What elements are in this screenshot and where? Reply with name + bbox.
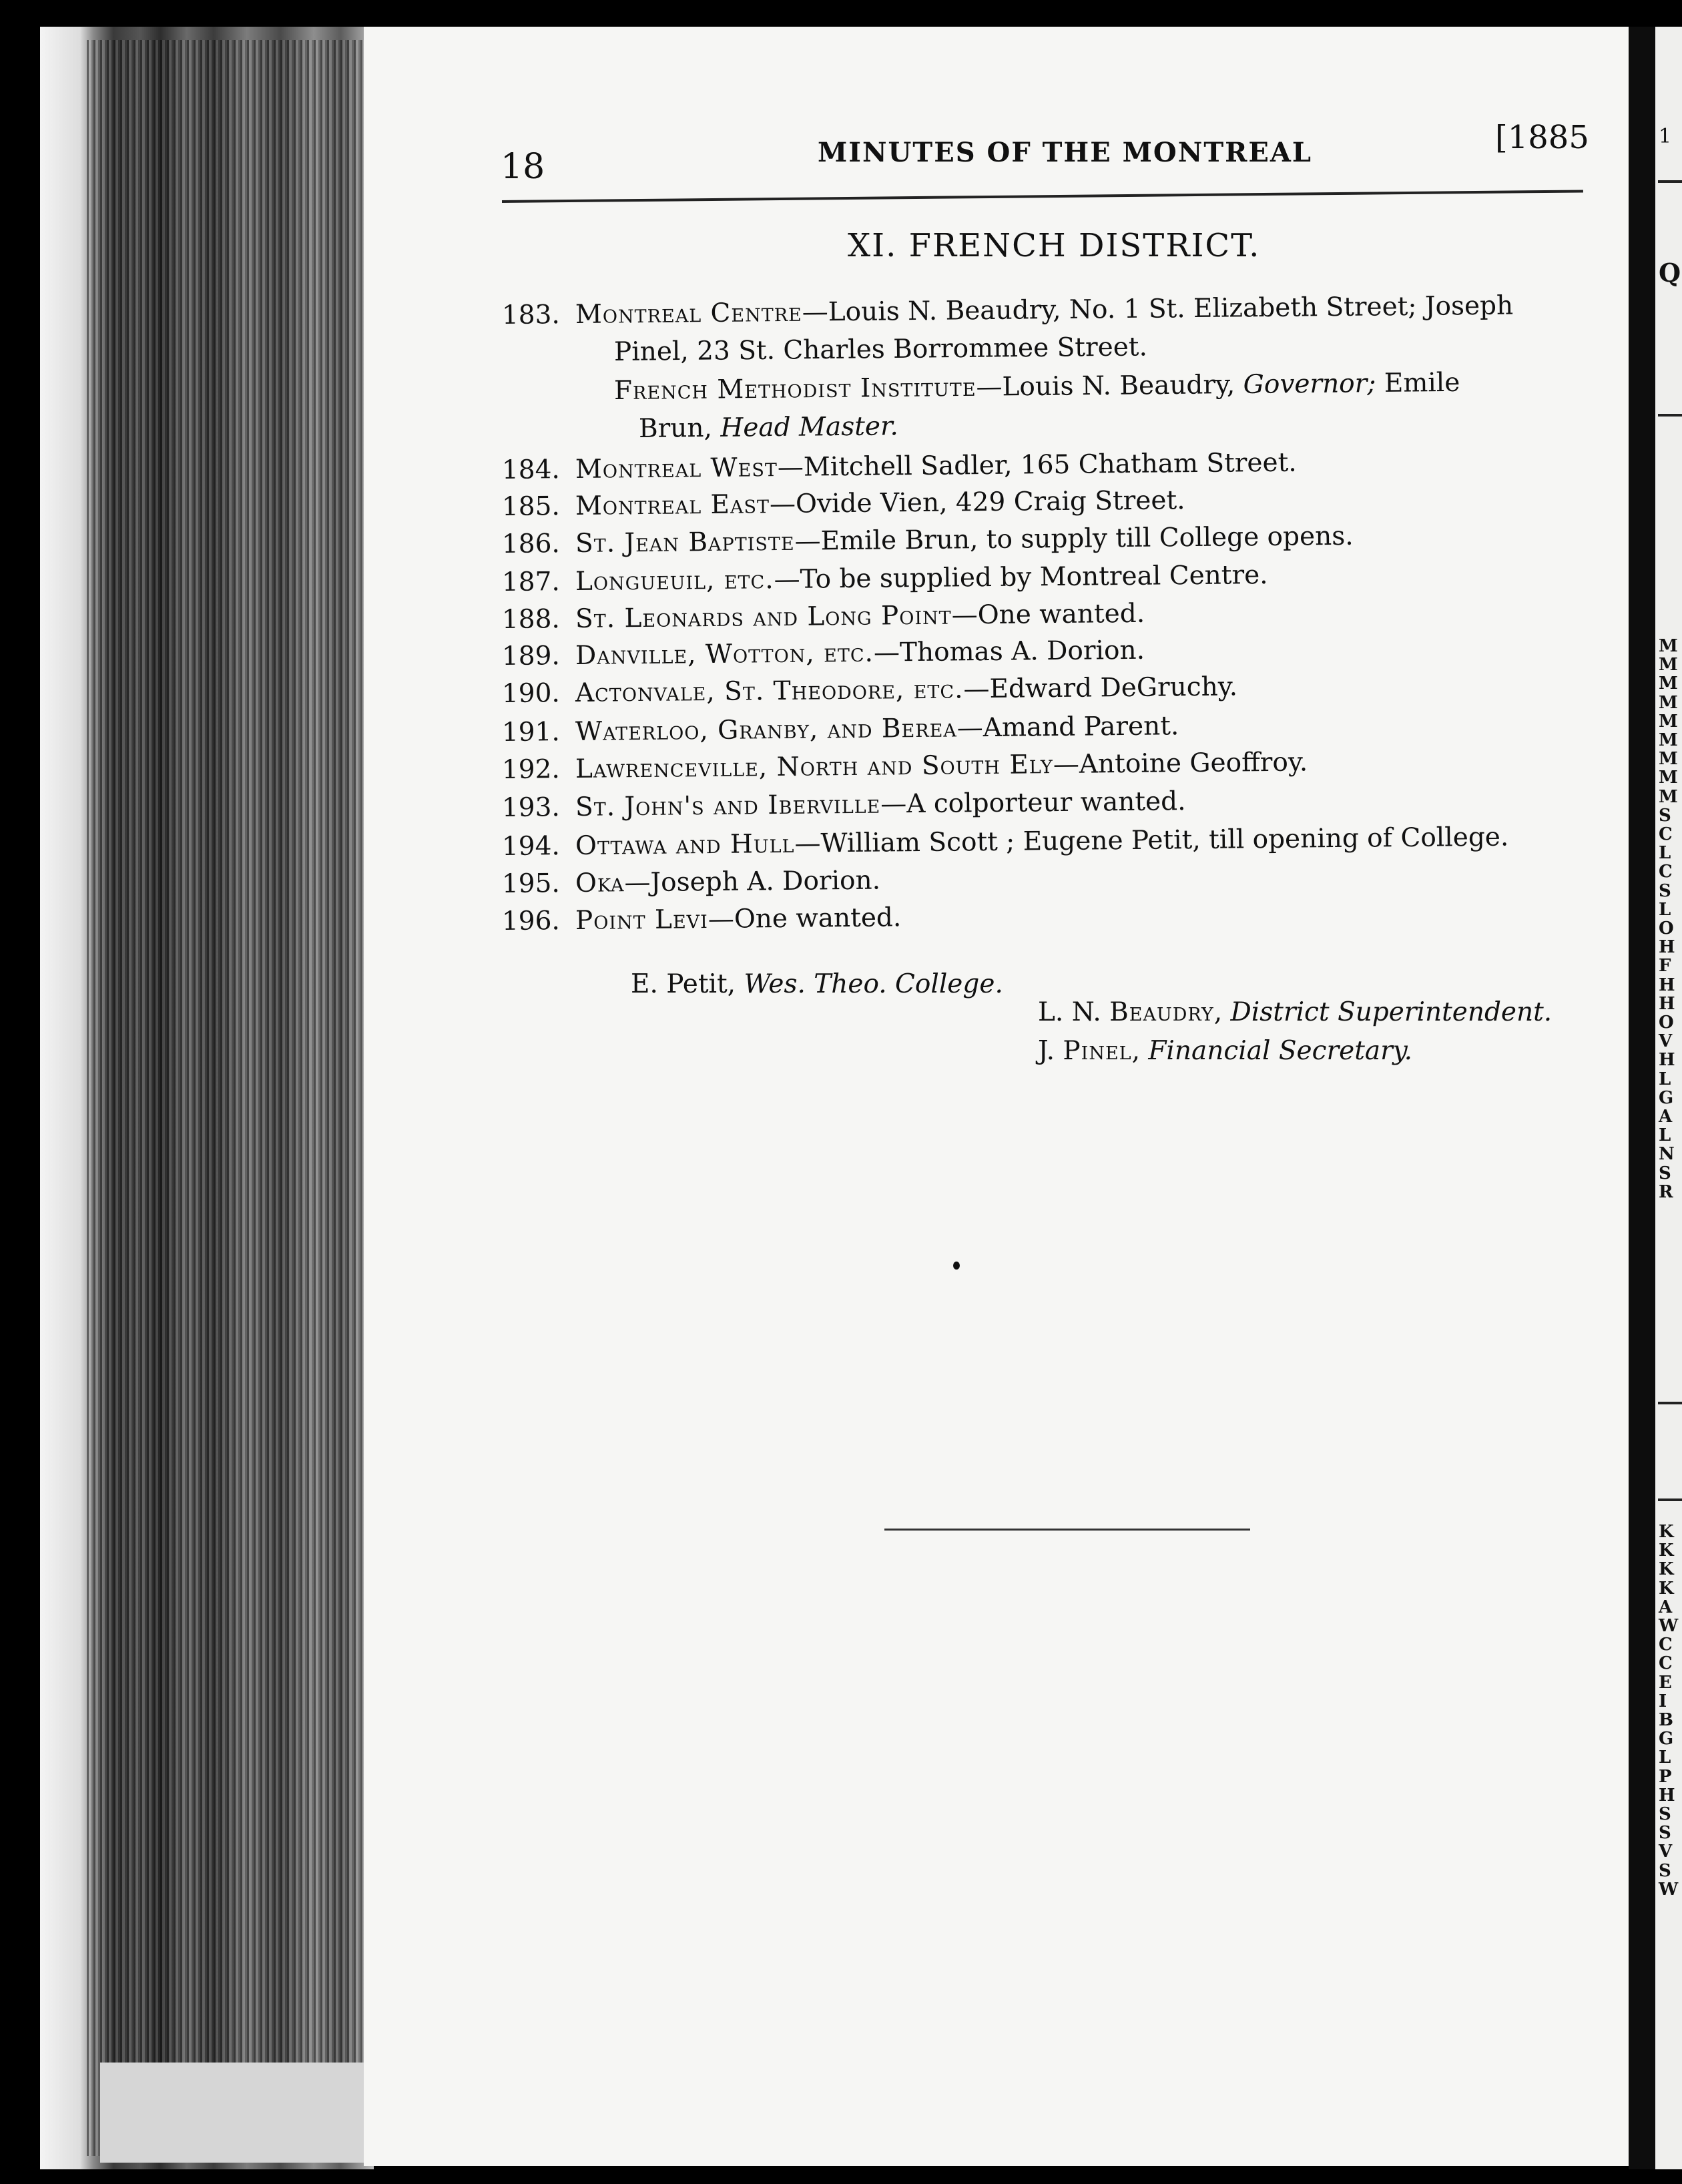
entry-place: St. Jean Baptiste [575,526,795,559]
facing-page-initial: G [1659,1087,1674,1108]
list-item [502,866,880,899]
facing-page-initial: S [1659,805,1671,826]
facing-page-initial: W [1659,1879,1679,1900]
entry-number: 194. [501,831,561,862]
entry-place: Oka [575,868,625,898]
entry-text: —Louis N. Beaudry, No. 1 St. Elizabeth Street; Joseph [802,290,1514,328]
list-item [502,902,902,936]
facing-page-rule [1658,1402,1682,1404]
entry-text: —A colporteur wanted. [880,786,1186,820]
entry-number: 188. [501,604,561,635]
entry-text: —Emile Brun, to supply till College opens. [794,521,1354,557]
ink-speck [953,1262,960,1270]
entry-place: Montreal East [575,489,770,521]
entry-text: —One wanted. [951,598,1145,631]
facing-page-initial: K [1659,1541,1674,1561]
list-item [614,332,1147,367]
signature-surname: Beaudry [1109,997,1214,1027]
entry-text: —William Scott ; Eugene Petit, till opening of College. [794,822,1509,859]
facing-page-initial: M [1659,730,1678,750]
entry-place: St. Leonards and Long Point [575,600,952,634]
signature-role: Financial Secretary. [1148,1036,1413,1066]
facing-page-rule [1658,414,1682,417]
entry-number: 183. [501,300,561,330]
entry-continuation: Pinel, 23 St. Charles Borrommee Street. [613,332,1148,367]
facing-page-initial: C [1659,862,1673,882]
facing-page-initial: O [1659,918,1674,938]
facing-page-initial: O [1659,1013,1674,1033]
entry-text: —Antoine Geoffroy. [1053,747,1308,780]
facing-page-initial: R [1659,1181,1673,1202]
entry-text: —Louis N. Beaudry, [976,369,1243,402]
facing-page-initial: C [1659,824,1673,844]
facing-page-initial: L [1659,843,1671,864]
list-item [639,411,898,444]
entry-number: 189. [501,641,561,671]
facing-page-initial: M [1659,786,1678,807]
signature-name: J. [1038,1036,1063,1066]
facing-page-initial: C [1659,1635,1673,1655]
facing-page-initial: K [1659,1522,1674,1542]
entry-place: Ottawa and Hull [575,828,795,861]
entry-place: Longueuil, etc. [575,565,774,597]
facing-page-initial: M [1659,636,1678,656]
facing-page-initial: S [1659,1823,1671,1844]
entry-place: Montreal Centre [575,297,802,330]
entry-text: —Edward DeGruchy. [963,671,1238,705]
facing-page-initial: A [1659,1107,1673,1127]
signature-name: L. N. [1038,997,1110,1027]
facing-page-rule [1658,180,1682,183]
entry-number: 184. [501,455,561,485]
entry-number: 196. [501,906,561,936]
facing-page-initial: M [1659,673,1678,694]
facing-page-initial: S [1659,1163,1671,1183]
entry-role: Governor; [1243,368,1376,400]
running-title: MINUTES OF THE MONTREAL [818,137,1312,168]
entry-text: —Ovide Vien, 429 Craig Street. [769,485,1185,520]
signature-superintendent: L. N. Beaudry, District Superintendent. [1038,997,1553,1027]
facing-page-initial: H [1659,937,1675,958]
facing-page-initial: S [1659,880,1671,901]
facing-page-initial: I [1659,1691,1667,1711]
signature-role: District Superintendent. [1230,997,1553,1027]
facing-page-initial: S [1659,1804,1671,1824]
running-year: [1885 [1495,119,1589,156]
signature-secretary: J. Pinel, Financial Secretary. [1038,1036,1413,1066]
facing-page-initial: L [1659,1069,1671,1089]
facing-page-initial: A [1659,1597,1673,1617]
list-item [502,635,1145,671]
district-title: XI. FRENCH DISTRICT. [848,227,1261,264]
facing-page-initial: L [1659,1747,1671,1768]
entry-text: —One wanted. [708,902,902,935]
section-end-rule [884,1529,1250,1531]
entry-tail: Emile [1376,367,1460,399]
facing-page-initial: H [1659,1050,1675,1071]
facing-page-initial: H [1659,1785,1675,1806]
student-college: Wes. Theo. College. [744,969,1003,999]
facing-page-heading: Q [1659,258,1681,288]
entry-place: Actonvale, St. Theodore, etc. [575,674,964,708]
facing-page-initial: M [1659,749,1678,770]
entry-role: Head Master. [720,411,898,443]
facing-page-initial: V [1659,1842,1673,1862]
facing-page-initial: G [1659,1729,1674,1749]
entry-place: French Methodist Institute [613,372,976,406]
entry-place: Danville, Wotton, etc. [575,637,874,671]
entry-place: Montreal West [575,453,778,485]
entry-number: 187. [501,567,561,597]
facing-page-initial: B [1659,1710,1673,1730]
facing-page-initial: L [1659,1125,1671,1146]
entry-place: St. John's and Iberville [575,789,881,822]
facing-page-initial: K [1659,1578,1674,1599]
entry-text: —Mitchell Sadler, 165 Chatham Street. [777,447,1297,483]
entry-text: —Joseph A. Dorion. [624,865,881,898]
entry-place: Lawrenceville, North and South Ely [575,750,1054,784]
entry-number: 193. [501,792,561,823]
book-page-stack [87,40,374,2156]
facing-page-initial: P [1659,1766,1672,1787]
facing-page-initial: L [1659,899,1671,920]
book-page-bottom [100,2063,380,2163]
entry-number: 191. [501,717,561,748]
entry-text: —Thomas A. Dorion. [873,635,1145,668]
facing-page-initial: S [1659,1860,1671,1881]
list-item [502,599,1145,635]
entry-text: —Amand Parent. [956,711,1179,744]
facing-page-initial: N [1659,1144,1675,1165]
signature-surname: Pinel [1063,1036,1132,1066]
facing-page-initial: K [1659,1559,1674,1580]
entry-text: —To be supplied by Montreal Centre. [774,559,1268,595]
facing-page-number: 1 [1659,125,1672,148]
student-note [631,969,1003,999]
facing-page-initial: V [1659,1031,1673,1052]
entry-number: 190. [501,678,561,709]
entry-place: Point Levi [575,904,709,936]
facing-page-initial: F [1659,956,1671,977]
book-gutter [1629,27,1655,2169]
facing-page-initial: M [1659,768,1678,788]
entry-number: 185. [501,491,561,522]
page-number: 18 [501,147,545,187]
entry-number: 195. [501,868,561,899]
facing-page-initial: H [1659,993,1675,1014]
facing-page-initial: M [1659,692,1678,713]
student-name: E. Petit, [631,969,744,999]
facing-page-initial: M [1659,711,1678,732]
entry-place: Waterloo, Granby, and Berea [575,713,958,747]
facing-page-initial: M [1659,655,1678,675]
facing-page-rule [1658,1498,1682,1501]
facing-page-initial: E [1659,1672,1672,1693]
entry-continuation: Brun, [638,413,721,444]
entry-number: 192. [501,754,561,785]
facing-page-initial: W [1659,1616,1679,1636]
facing-page-initial: H [1659,975,1675,995]
entry-number: 186. [501,529,561,559]
facing-page-initial: C [1659,1653,1673,1674]
